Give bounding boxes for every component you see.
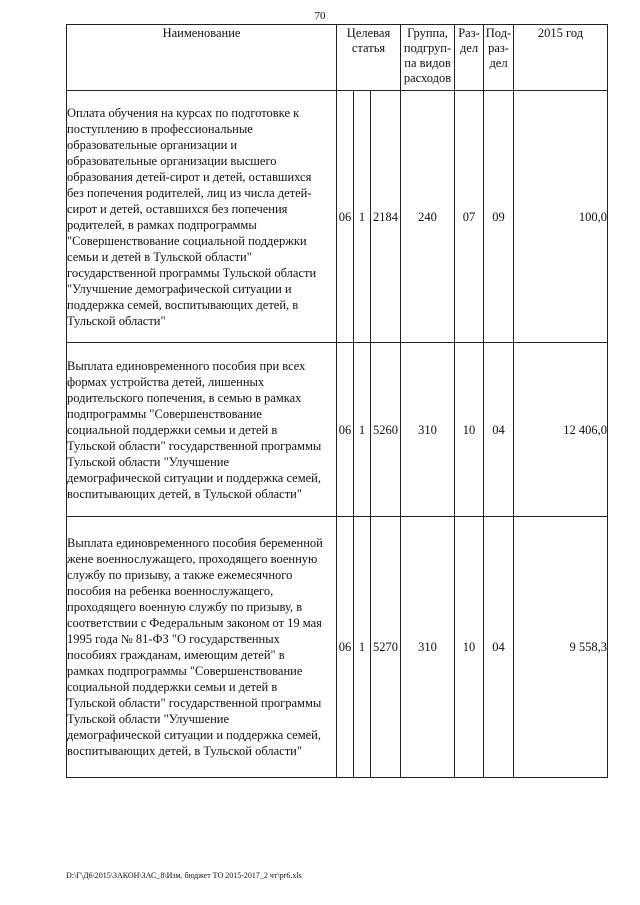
row-direction-code: 2184 bbox=[371, 91, 401, 343]
row-name: Выплата единовременного пособия при всех формах устройства детей, лишенных родительского попечения, в семью в рамках подпрограммы "Совершенствование социальной поддержки семьи и детей в Тульской области" государственной программы Тульской области "Улучшение демографической ситуации и поддержка семей, воспитывающих детей, в Тульской области" bbox=[67, 343, 337, 517]
row-subsection-code: 04 bbox=[484, 517, 514, 778]
row-section-code: 10 bbox=[455, 517, 484, 778]
footer-file-path: D:\Г\Д6\2015\ЗАКОН\ЗАС_8\Изм. бюджет ТО 2015-2017_2 чт\pr6.xls bbox=[66, 871, 302, 880]
header-subsection: Под-раз-дел bbox=[484, 25, 514, 91]
table-header-row bbox=[67, 25, 608, 91]
row-subsection-code: 04 bbox=[484, 343, 514, 517]
row-section-code: 07 bbox=[455, 91, 484, 343]
row-subprogram-code: 1 bbox=[354, 343, 371, 517]
row-group-code: 310 bbox=[401, 343, 455, 517]
page-number: 70 bbox=[314, 10, 326, 22]
header-group: Группа, подгруп-па видов расходов bbox=[401, 25, 455, 91]
row-amount: 9 558,3 bbox=[514, 517, 608, 778]
row-subsection-code: 09 bbox=[484, 91, 514, 343]
row-direction-code: 5260 bbox=[371, 343, 401, 517]
row-group-code: 240 bbox=[401, 91, 455, 343]
row-name: Оплата обучения на курсах по подготовке к поступлению в профессиональные образовательные организации и образовательные организации высшего образования детей-сирот и детей, оставшихся без попечения родителей, лиц из числа детей- сирот и детей, оставшихся без попечения родителей, в рамках подпрограммы "Совершенствование социальной поддержки семьи и детей в Тульской области" государственной программы Тульской области "Улучшение демографической ситуации и поддержка семей, воспитывающих детей, в Тульской области" bbox=[67, 91, 337, 343]
row-name: Выплата единовременного пособия беременной жене военнослужащего, проходящего военную службу по призыву, а также ежемесячного пособия на ребенка военнослужащего, проходящего военную службу по призыву, в соответствии с Федеральным законом от 19 мая 1995 года № 81-ФЗ "О государственных пособиях гражданам, имеющим детей" в рамках подпрограммы "Совершенствование социальной поддержки семьи и детей в Тульской области" государственной программы Тульской области "Улучшение демографической ситуации и поддержка семей, воспитывающих детей, в Тульской области" bbox=[67, 517, 337, 778]
row-program-code: 06 bbox=[337, 343, 354, 517]
row-section-code: 10 bbox=[455, 343, 484, 517]
row-amount: 100,0 bbox=[514, 91, 608, 343]
table-row bbox=[67, 343, 608, 517]
table-row bbox=[67, 517, 608, 778]
row-group-code: 310 bbox=[401, 517, 455, 778]
row-amount: 12 406,0 bbox=[514, 343, 608, 517]
row-subprogram-code: 1 bbox=[354, 517, 371, 778]
table-row bbox=[67, 91, 608, 343]
row-direction-code: 5270 bbox=[371, 517, 401, 778]
row-program-code: 06 bbox=[337, 517, 354, 778]
header-target-article: Целевая статья bbox=[337, 25, 401, 91]
row-subprogram-code: 1 bbox=[354, 91, 371, 343]
budget-table bbox=[66, 24, 608, 778]
header-year: 2015 год bbox=[514, 25, 608, 91]
header-section: Раз-дел bbox=[455, 25, 484, 91]
row-program-code: 06 bbox=[337, 91, 354, 343]
header-name: Наименование bbox=[67, 25, 337, 91]
